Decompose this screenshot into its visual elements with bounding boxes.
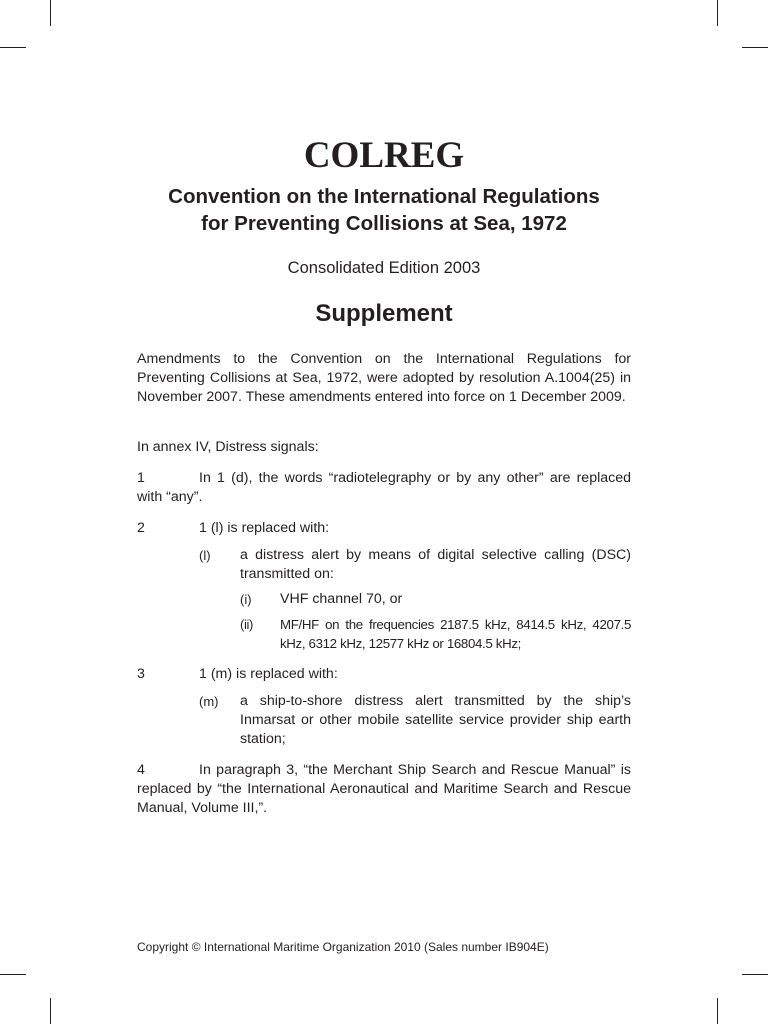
subtitle-line-1: Convention on the International Regulations	[168, 185, 600, 208]
intro-paragraph: Amendments to the Convention on the International Regulations for Preventing Collisions at Sea, 1972, were adopted by resolution A.1004(25) in November 2007. These amendments entered into force on 1 December 2009.	[137, 351, 631, 405]
item-2-sub-i	[137, 590, 631, 609]
item-4-number: 4	[137, 762, 145, 778]
item-1-number: 1	[137, 470, 145, 486]
document-title: COLREG	[303, 135, 465, 176]
item-2	[137, 519, 631, 538]
copyright-footer: Copyright © International Maritime Organization 2010 (Sales number IB904E)	[137, 940, 549, 954]
item-1	[137, 469, 631, 507]
crop-mark-top-left-v	[50, 0, 51, 26]
crop-mark-bottom-left-h	[0, 974, 26, 975]
item-1-text: In 1 (d), the words “radiotelegraphy or by any other” are replaced with “any”.	[137, 470, 631, 505]
crop-mark-top-left-h	[0, 47, 26, 48]
item-2-sub-i-text: VHF channel 70, or	[280, 591, 403, 607]
item-2-sub-ii-marker: (ii)	[240, 617, 254, 632]
document-subtitle	[127, 183, 641, 237]
subtitle-line-2: for Preventing Collisions at Sea, 1972	[201, 212, 567, 235]
item-2-sub-ii-text: MF/HF on the frequencies 2187.5 kHz, 8414.5 kHz, 4207.5 kHz, 6312 kHz, 12577 kHz or 16804.5 kHz;	[280, 617, 631, 651]
item-2-text: 1 (l) is replaced with:	[199, 520, 330, 536]
item-2-sub-l-marker: (l)	[199, 548, 211, 563]
item-4	[137, 761, 631, 818]
item-3-sub-m-text: a ship-to-shore distress alert transmitted by the ship’s Inmarsat or other mobile satellite service provider ship earth station;	[240, 693, 631, 747]
crop-mark-bottom-right-v	[717, 998, 718, 1024]
item-2-sub-ii	[137, 615, 631, 653]
item-3-sub-m-marker: (m)	[199, 694, 219, 709]
crop-mark-top-right-v	[717, 0, 718, 26]
item-3	[137, 665, 631, 684]
item-2-sub-l-text: a distress alert by means of digital selective calling (DSC) transmitted on:	[240, 547, 631, 582]
section-heading: Supplement	[315, 300, 453, 327]
item-3-number: 3	[137, 666, 145, 682]
item-2-sub-i-marker: (i)	[240, 592, 252, 607]
edition-label: Consolidated Edition 2003	[287, 259, 481, 277]
annex-line: In annex IV, Distress signals:	[137, 439, 319, 455]
item-2-number: 2	[137, 520, 145, 536]
crop-mark-bottom-right-h	[742, 974, 768, 975]
crop-mark-bottom-left-v	[50, 998, 51, 1024]
item-3-sub-m	[137, 692, 631, 749]
document-body	[137, 350, 631, 818]
item-3-text: 1 (m) is replaced with:	[199, 666, 338, 682]
item-2-sub-l	[137, 546, 631, 584]
crop-mark-top-right-h	[742, 47, 768, 48]
item-4-text: In paragraph 3, “the Merchant Ship Search and Rescue Manual” is replaced by “the International Aeronautical and Maritime Search and Rescue Manual, Volume III,”.	[137, 762, 631, 816]
